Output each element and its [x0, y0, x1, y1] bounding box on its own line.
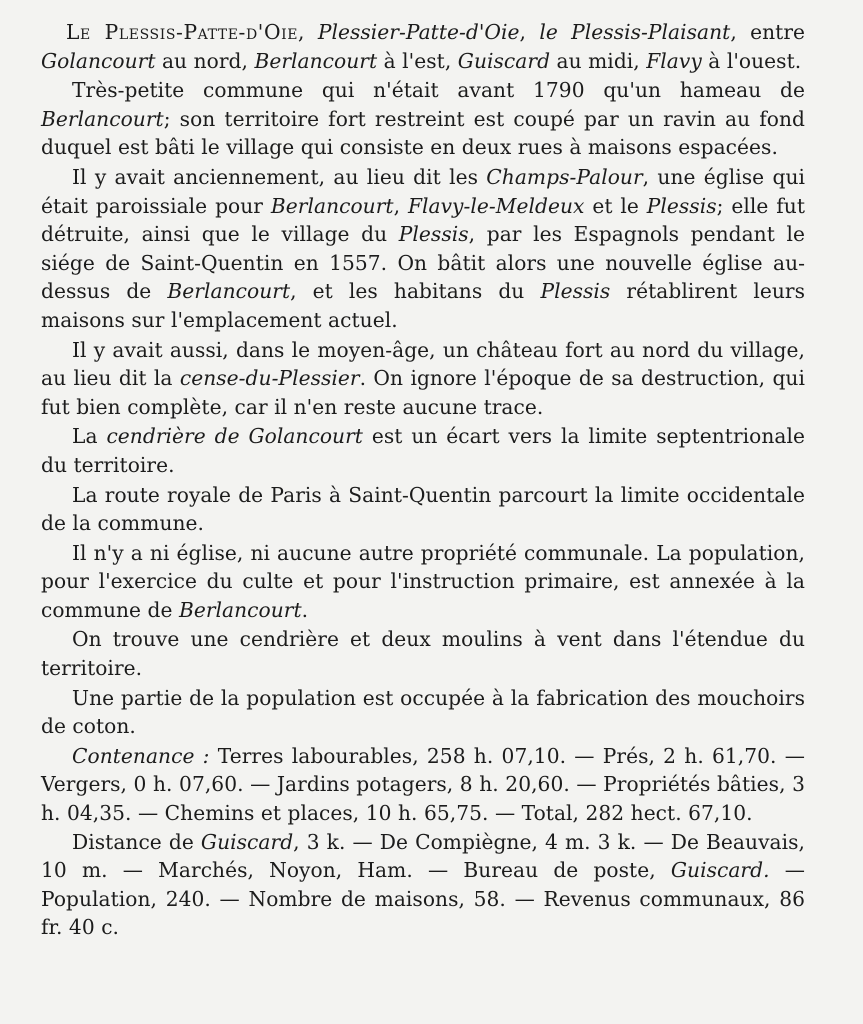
text-segment: .: [301, 597, 309, 622]
commune-title: Le Plessis-Patte-d'Oie: [66, 20, 299, 44]
text-segment: , et les habitans du: [290, 279, 541, 304]
text-segment: Une partie de la population est occupée à la fabrication des mouchoirs de coton.: [41, 685, 805, 739]
paragraph-property: [41, 539, 805, 625]
text-segment: Terres labourables, 258 h. 07,10. — Prés, 2 h. 61,70. — Vergers, 0 h. 07,60. — Jardins potagers, 8 h. 20,60. — Propriétés bâties, 3 h. 04,35. — Chemins et places, 10 h. 65,75. — Total, 282 hect. 67,10.: [41, 743, 805, 826]
paragraph-commune: [41, 76, 805, 162]
text-segment: Il n'y a ni église, ni aucune autre propriété communale. La population, pour l'exercice du culte et pour l'instruction primaire, est annexée à la commune de: [41, 540, 805, 622]
place-name: Guiscard.: [670, 858, 770, 883]
text-segment: La: [72, 424, 107, 449]
place-name: Plessis: [540, 279, 611, 304]
paragraph-cendriere: [41, 422, 805, 479]
text-segment: Il y avait anciennement, au lieu dit les: [72, 164, 487, 189]
place-name: cense-du-Plessier: [179, 366, 360, 391]
text-segment: à l'est,: [377, 48, 458, 73]
place-name: Plessis: [398, 222, 469, 247]
paragraph-industry: [41, 684, 805, 741]
place-name: Berlancourt: [41, 106, 164, 131]
paragraph-church-history: [41, 163, 805, 335]
paragraph-intro: [41, 18, 805, 75]
place-name: cendrière de Golancourt: [106, 424, 363, 449]
place-name: Champs-Palour: [486, 164, 643, 189]
text-segment: Il y avait aussi, dans le moyen-âge, un château fort au nord du village, au lieu dit la: [41, 337, 805, 391]
text-segment: à l'ouest.: [701, 48, 802, 73]
text-segment: au nord,: [155, 48, 255, 73]
place-name: Guiscard: [457, 48, 551, 73]
text-segment: , par les Espagnols pendant le siége de Saint-Quentin en 1557. On bâtit alors une nouvelle église au-dessus de: [41, 222, 806, 304]
paragraph-mills: [41, 625, 805, 682]
paragraph-route: [41, 481, 805, 538]
place-name: Berlancourt: [178, 597, 302, 622]
text-segment: Très-petite commune qui n'était avant 1790 qu'un hameau de: [72, 78, 805, 103]
place-name: Guiscard: [200, 829, 294, 854]
text-segment: ,: [298, 20, 318, 44]
text-segment: Distance de: [72, 829, 201, 854]
text-segment: La route royale de Paris à Saint-Quentin parcourt la limite occidentale de la commune.: [41, 482, 805, 536]
text-segment: ,: [393, 193, 408, 218]
paragraph-castle: [41, 336, 805, 422]
text-segment: , une église qui était paroissiale pour: [41, 164, 805, 218]
text-segment: . On ignore l'époque de sa destruction, qui fut bien complète, car il n'en reste aucune trace.: [41, 366, 805, 419]
text-segment: ; son territoire fort restreint est coupé par un ravin au fond duquel est bâti le village qui consiste en deux rues à maisons espacées.: [41, 106, 805, 160]
paragraph-distances: [41, 828, 805, 942]
place-name: Flavy: [646, 48, 702, 73]
place-name: Flavy-le-Meldeux: [407, 193, 585, 218]
text-segment: et le: [584, 193, 647, 218]
text-segment: , 3 k. — De Compiègne, 4 m. 3 k. — De Beauvais, 10 m. — Marchés, Noyon, Ham. — Bureau de poste,: [41, 829, 805, 883]
text-segment: rétablirent leurs maisons sur l'emplacement actuel.: [41, 279, 805, 332]
place-name: Berlancourt: [270, 193, 394, 218]
contenance-label: Contenance :: [72, 743, 210, 768]
text-segment: ,: [519, 20, 540, 44]
text-segment: On trouve une cendrière et deux moulins à vent dans l'étendue du territoire.: [41, 627, 805, 681]
alt-name: Plessier-Patte-d'Oie: [317, 20, 520, 44]
place-name: Plessis: [646, 193, 717, 218]
place-name: Berlancourt: [167, 279, 291, 304]
place-name: Berlancourt: [254, 48, 378, 73]
text-segment: — Population, 240. — Nombre de maisons, 58. — Revenus communaux, 86 fr. 40 c.: [41, 858, 805, 940]
place-name: Golancourt: [41, 48, 156, 73]
paragraph-contenance: [41, 742, 805, 828]
text-segment: au midi,: [550, 48, 647, 73]
text-segment: ; elle fut détruite, ainsi que le village du: [41, 193, 806, 247]
text-segment: est un écart vers la limite septentrionale du territoire.: [41, 424, 805, 477]
alt-name: le Plessis-Plaisant: [539, 20, 731, 44]
text-segment: , entre: [730, 20, 806, 44]
